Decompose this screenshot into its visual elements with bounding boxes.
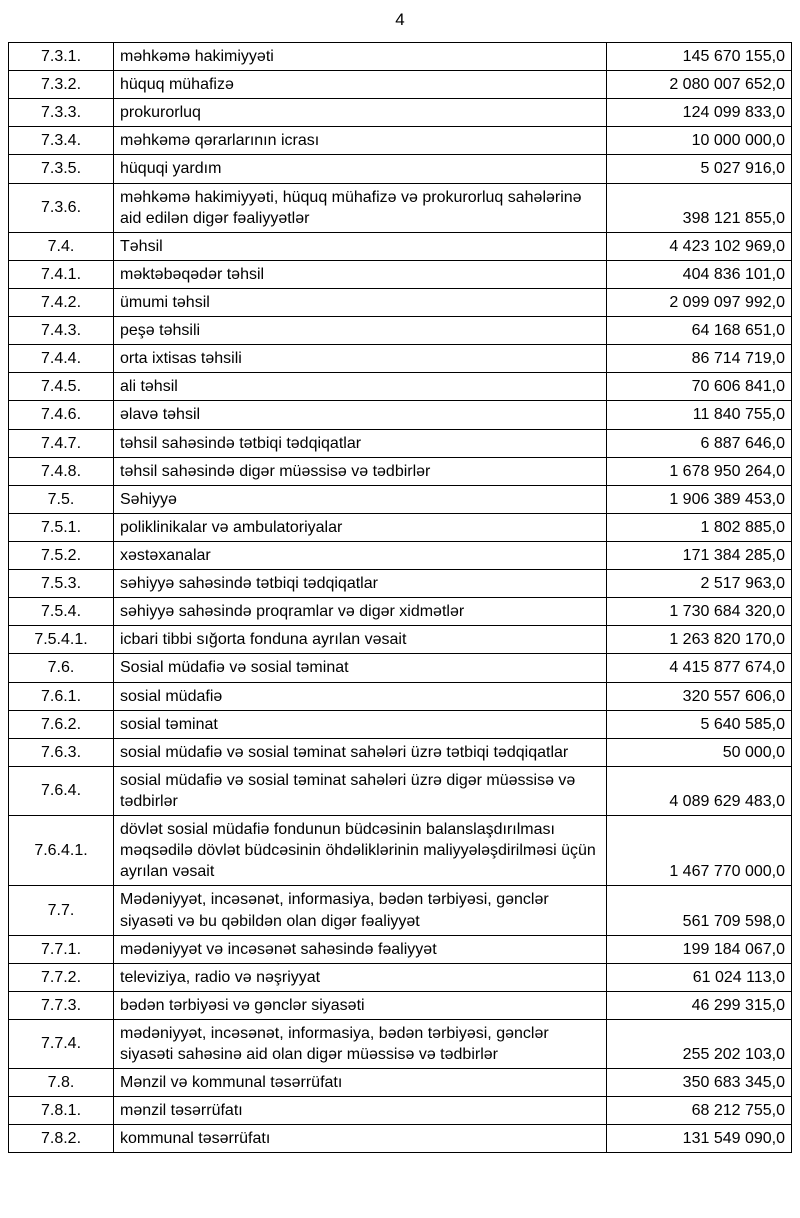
- row-code: 7.7.4.: [9, 1019, 114, 1068]
- row-code: 7.6.1.: [9, 682, 114, 710]
- table-row: [9, 43, 792, 71]
- row-amount: 2 080 007 652,0: [607, 71, 792, 99]
- row-description: dövlət sosial müdafiə fondunun büdcəsinin balanslaşdırılması məqsədilə dövlət büdcəsinin öhdəliklərinin maliyyələşdirilməsi üçün ayrılan vəsait: [114, 816, 607, 886]
- row-amount: 10 000 000,0: [607, 127, 792, 155]
- row-description: hüquqi yardım: [114, 155, 607, 183]
- table-row: [9, 260, 792, 288]
- row-description: icbari tibbi sığorta fonduna ayrılan vəsait: [114, 626, 607, 654]
- row-description: səhiyyə sahəsində proqramlar və digər xidmətlər: [114, 598, 607, 626]
- table-row: [9, 886, 792, 935]
- row-amount: 1 467 770 000,0: [607, 816, 792, 886]
- row-code: 7.8.: [9, 1069, 114, 1097]
- row-description: televiziya, radio və nəşriyyat: [114, 963, 607, 991]
- row-code: 7.4.1.: [9, 260, 114, 288]
- row-code: 7.6.4.1.: [9, 816, 114, 886]
- row-amount: 1 802 885,0: [607, 513, 792, 541]
- row-description: poliklinikalar və ambulatoriyalar: [114, 513, 607, 541]
- row-code: 7.4.5.: [9, 373, 114, 401]
- row-description: ümumi təhsil: [114, 288, 607, 316]
- row-amount: 1 730 684 320,0: [607, 598, 792, 626]
- row-code: 7.4.: [9, 232, 114, 260]
- table-row: [9, 682, 792, 710]
- row-amount: 350 683 345,0: [607, 1069, 792, 1097]
- row-description: məhkəmə qərarlarının icrası: [114, 127, 607, 155]
- table-row: [9, 513, 792, 541]
- row-description: sosial müdafiə: [114, 682, 607, 710]
- table-row: [9, 71, 792, 99]
- row-description: Sosial müdafiə və sosial təminat: [114, 654, 607, 682]
- row-description: təhsil sahəsində digər müəssisə və tədbirlər: [114, 457, 607, 485]
- row-description: hüquq mühafizə: [114, 71, 607, 99]
- table-row: [9, 816, 792, 886]
- row-code: 7.6.2.: [9, 710, 114, 738]
- row-description: məhkəmə hakimiyyəti: [114, 43, 607, 71]
- table-row: [9, 654, 792, 682]
- row-description: sosial müdafiə və sosial təminat sahələri üzrə digər müəssisə və tədbirlər: [114, 766, 607, 815]
- budget-table-body: [9, 43, 792, 1153]
- row-amount: 255 202 103,0: [607, 1019, 792, 1068]
- row-code: 7.5.: [9, 485, 114, 513]
- table-row: [9, 738, 792, 766]
- row-amount: 398 121 855,0: [607, 183, 792, 232]
- table-row: [9, 991, 792, 1019]
- table-row: [9, 457, 792, 485]
- row-amount: 68 212 755,0: [607, 1097, 792, 1125]
- table-row: [9, 598, 792, 626]
- row-code: 7.8.2.: [9, 1125, 114, 1153]
- row-description: mənzil təsərrüfatı: [114, 1097, 607, 1125]
- row-code: 7.3.6.: [9, 183, 114, 232]
- row-amount: 4 415 877 674,0: [607, 654, 792, 682]
- row-code: 7.7.: [9, 886, 114, 935]
- row-description: məktəbəqədər təhsil: [114, 260, 607, 288]
- row-code: 7.4.8.: [9, 457, 114, 485]
- row-amount: 50 000,0: [607, 738, 792, 766]
- table-row: [9, 99, 792, 127]
- row-amount: 6 887 646,0: [607, 429, 792, 457]
- row-description: əlavə təhsil: [114, 401, 607, 429]
- row-description: mədəniyyət, incəsənət, informasiya, bədən tərbiyəsi, gənclər siyasəti sahəsinə aid olan digər müəssisə və tədbirlər: [114, 1019, 607, 1068]
- table-row: [9, 1069, 792, 1097]
- row-code: 7.3.5.: [9, 155, 114, 183]
- row-description: Mədəniyyət, incəsənət, informasiya, bədən tərbiyəsi, gənclər siyasəti və bu qəbildən olan digər fəaliyyət: [114, 886, 607, 935]
- table-row: [9, 570, 792, 598]
- row-code: 7.5.4.1.: [9, 626, 114, 654]
- table-row: [9, 345, 792, 373]
- row-amount: 64 168 651,0: [607, 317, 792, 345]
- row-description: Təhsil: [114, 232, 607, 260]
- row-amount: 86 714 719,0: [607, 345, 792, 373]
- row-amount: 561 709 598,0: [607, 886, 792, 935]
- row-description: Səhiyyə: [114, 485, 607, 513]
- row-code: 7.3.1.: [9, 43, 114, 71]
- row-code: 7.7.1.: [9, 935, 114, 963]
- row-amount: 171 384 285,0: [607, 541, 792, 569]
- table-row: [9, 935, 792, 963]
- row-amount: 404 836 101,0: [607, 260, 792, 288]
- row-description: mədəniyyət və incəsənət sahəsində fəaliyyət: [114, 935, 607, 963]
- row-amount: 11 840 755,0: [607, 401, 792, 429]
- table-row: [9, 485, 792, 513]
- row-code: 7.7.3.: [9, 991, 114, 1019]
- table-row: [9, 232, 792, 260]
- row-amount: 46 299 315,0: [607, 991, 792, 1019]
- table-row: [9, 183, 792, 232]
- row-code: 7.7.2.: [9, 963, 114, 991]
- row-description: prokurorluq: [114, 99, 607, 127]
- row-description: səhiyyə sahəsində tətbiqi tədqiqatlar: [114, 570, 607, 598]
- row-description: kommunal təsərrüfatı: [114, 1125, 607, 1153]
- row-amount: 1 906 389 453,0: [607, 485, 792, 513]
- row-code: 7.3.2.: [9, 71, 114, 99]
- row-amount: 320 557 606,0: [607, 682, 792, 710]
- row-amount: 1 678 950 264,0: [607, 457, 792, 485]
- table-row: [9, 429, 792, 457]
- row-code: 7.5.1.: [9, 513, 114, 541]
- row-code: 7.4.4.: [9, 345, 114, 373]
- row-code: 7.4.2.: [9, 288, 114, 316]
- row-amount: 199 184 067,0: [607, 935, 792, 963]
- table-row: [9, 373, 792, 401]
- row-amount: 1 263 820 170,0: [607, 626, 792, 654]
- table-row: [9, 1125, 792, 1153]
- row-amount: 2 099 097 992,0: [607, 288, 792, 316]
- row-amount: 4 089 629 483,0: [607, 766, 792, 815]
- row-code: 7.6.4.: [9, 766, 114, 815]
- row-amount: 145 670 155,0: [607, 43, 792, 71]
- table-row: [9, 401, 792, 429]
- table-row: [9, 541, 792, 569]
- row-amount: 5 027 916,0: [607, 155, 792, 183]
- table-row: [9, 1019, 792, 1068]
- page-number: 4: [395, 10, 405, 29]
- row-amount: 61 024 113,0: [607, 963, 792, 991]
- row-description: orta ixtisas təhsili: [114, 345, 607, 373]
- row-code: 7.3.4.: [9, 127, 114, 155]
- table-row: [9, 317, 792, 345]
- row-code: 7.8.1.: [9, 1097, 114, 1125]
- row-amount: 4 423 102 969,0: [607, 232, 792, 260]
- table-row: [9, 155, 792, 183]
- table-row: [9, 626, 792, 654]
- row-code: 7.4.3.: [9, 317, 114, 345]
- row-description: sosial təminat: [114, 710, 607, 738]
- table-row: [9, 1097, 792, 1125]
- row-amount: 2 517 963,0: [607, 570, 792, 598]
- row-code: 7.5.4.: [9, 598, 114, 626]
- row-code: 7.6.3.: [9, 738, 114, 766]
- row-description: Mənzil və kommunal təsərrüfatı: [114, 1069, 607, 1097]
- row-code: 7.6.: [9, 654, 114, 682]
- row-amount: 70 606 841,0: [607, 373, 792, 401]
- row-description: peşə təhsili: [114, 317, 607, 345]
- row-description: bədən tərbiyəsi və gənclər siyasəti: [114, 991, 607, 1019]
- table-row: [9, 963, 792, 991]
- table-row: [9, 288, 792, 316]
- row-code: 7.5.3.: [9, 570, 114, 598]
- row-code: 7.5.2.: [9, 541, 114, 569]
- row-amount: 5 640 585,0: [607, 710, 792, 738]
- table-row: [9, 127, 792, 155]
- row-amount: 131 549 090,0: [607, 1125, 792, 1153]
- row-amount: 124 099 833,0: [607, 99, 792, 127]
- row-description: məhkəmə hakimiyyəti, hüquq mühafizə və prokurorluq sahələrinə aid edilən digər fəaliyyətlər: [114, 183, 607, 232]
- row-code: 7.3.3.: [9, 99, 114, 127]
- table-row: [9, 766, 792, 815]
- row-code: 7.4.6.: [9, 401, 114, 429]
- row-description: ali təhsil: [114, 373, 607, 401]
- budget-table: [8, 42, 792, 1153]
- table-row: [9, 710, 792, 738]
- row-description: təhsil sahəsində tətbiqi tədqiqatlar: [114, 429, 607, 457]
- row-description: sosial müdafiə və sosial təminat sahələri üzrə tətbiqi tədqiqatlar: [114, 738, 607, 766]
- row-description: xəstəxanalar: [114, 541, 607, 569]
- row-code: 7.4.7.: [9, 429, 114, 457]
